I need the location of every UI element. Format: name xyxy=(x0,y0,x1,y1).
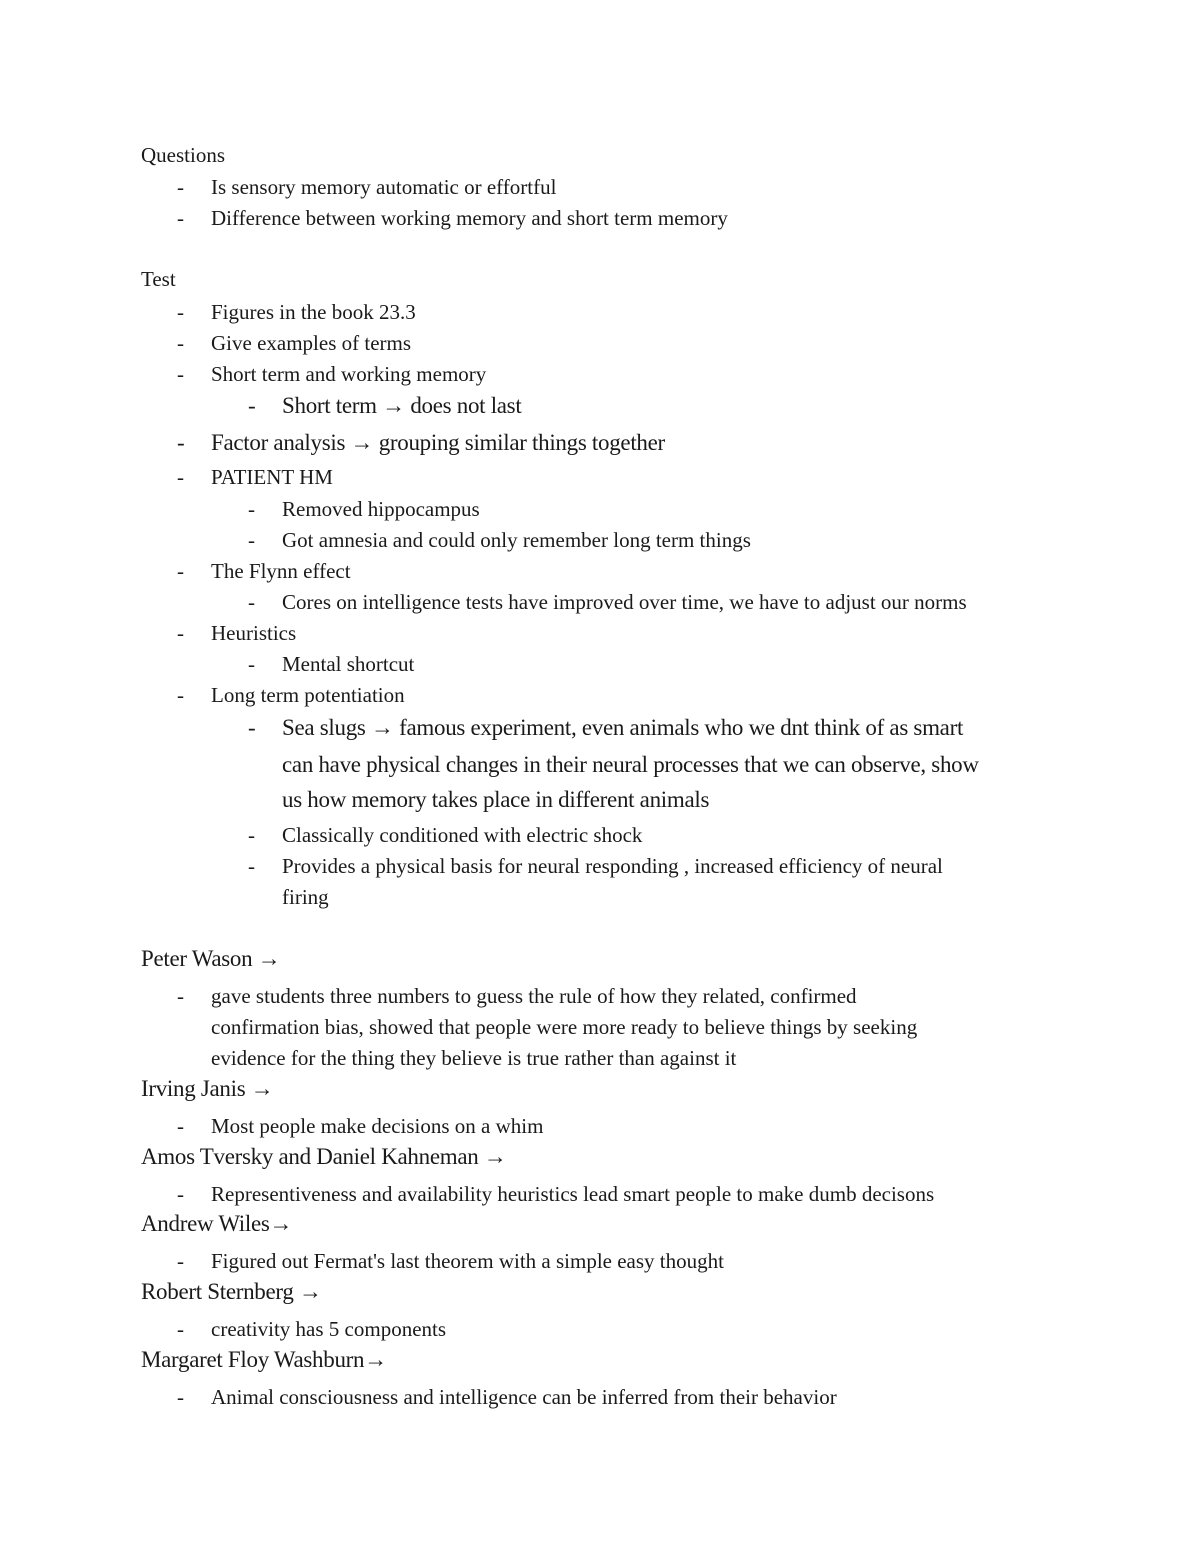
person-heading: Amos Tversky and Daniel Kahneman → xyxy=(141,1144,507,1169)
test-heading: Test xyxy=(141,267,176,291)
person-heading: Irving Janis → xyxy=(141,1076,274,1101)
document-page: Questions - Is sensory memory automatic or effortful - Difference between working memory and short term memory Test - Figures in the book 23.3 - Give examples of terms - Short term and working memory - Short term → does not last - Factor analysis → grouping similar things together - PATIENT HM - Removed hippocampus - Got amnesia and could only remember long term things - The Flynn effect - Cores on intelligence tests have improved over time, we have to adjust our norms - Heuristics - Mental shortcut - Long term potentiation - Sea slugs → famous experiment, even animals who we dnt think of as smart can have physical changes in their neural processes that we can observe, show us how memory takes place in different animals - Classically conditioned with electric shock - Provides a physical basis for neural responding , increased efficiency of neural firing Peter Wason → - gave students three numbers to guess the rule of how they related, confirmed confirmation bias, showed that people were more ready to believe things by seeking evidence for the thing they believe is true rather than against it Irving Janis → - Most people make decisions on a whim Amos Tversky and Daniel Kahneman → - Representiveness and availability heuristics lead smart people to make dumb decisons Andrew Wiles→ - Figured out Fermat's last theorem with a simple easy thought Robert Sternberg → - creativity has 5 components Margaret Floy Washburn→ - Animal consciousness and intelligence can be inferred from their behavior xyxy=(141,143,979,1409)
questions-heading: Questions xyxy=(141,143,225,167)
person-heading: Robert Sternberg → xyxy=(141,1279,322,1304)
person-heading: Peter Wason → xyxy=(141,946,281,971)
person-heading: Andrew Wiles→ xyxy=(141,1211,293,1236)
person-heading: Margaret Floy Washburn→ xyxy=(141,1347,387,1372)
